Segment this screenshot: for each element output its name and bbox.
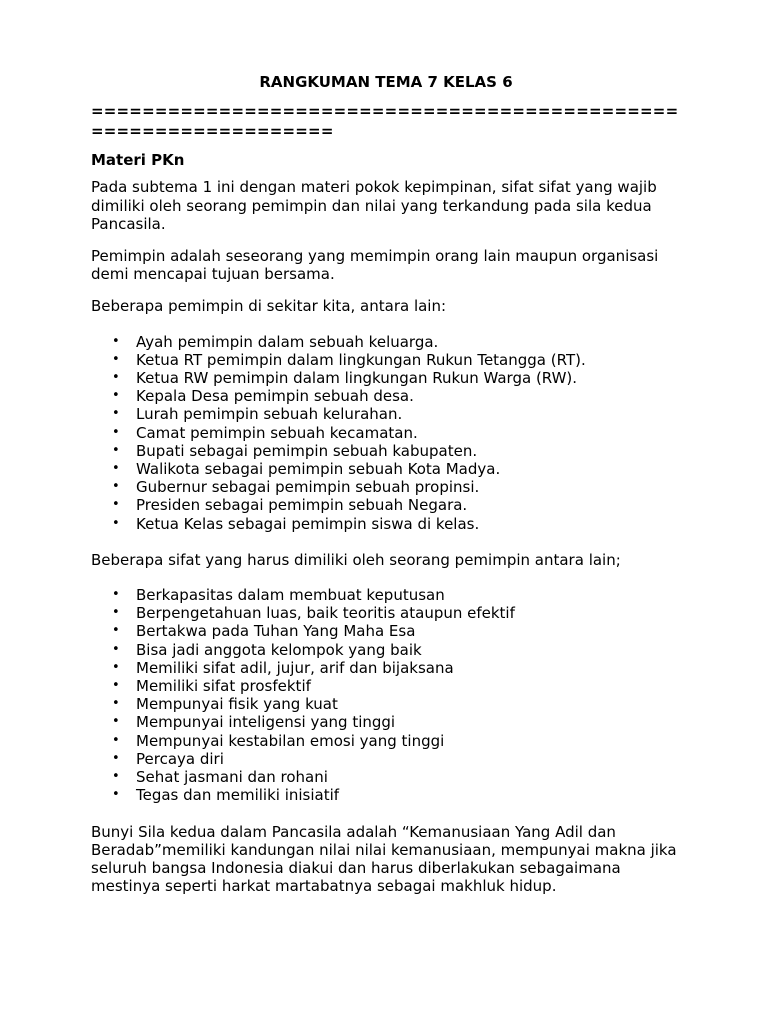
separator-line: =================================================================	[91, 102, 679, 141]
list-item: • Bertakwa pada Tuhan Yang Maha Esa	[112, 622, 416, 641]
bullet-icon: •	[112, 479, 120, 495]
list-intro-traits: Beberapa sifat yang harus dimiliki oleh seorang pemimpin antara lain;	[91, 550, 621, 569]
bullet-icon: •	[112, 769, 120, 785]
list-item: • Camat pemimpin sebuah kecamatan.	[112, 423, 418, 442]
bullet-icon: •	[112, 623, 120, 639]
bullet-icon: •	[112, 659, 120, 675]
list-item: • Presiden sebagai pemimpin sebuah Negara.	[112, 496, 468, 515]
bullet-icon: •	[112, 442, 120, 458]
list-item: • Tegas dan memiliki inisiatif	[112, 786, 340, 805]
paragraph-intro: Pada subtema 1 ini dengan materi pokok kepimpinan, sifat sifat yang wajib dimiliki oleh seorang pemimpin dan nilai yang terkandung pada sila kedua Pancasila.	[91, 178, 657, 233]
bullet-icon: •	[112, 732, 120, 748]
list-item: • Memiliki sifat prosfektif	[112, 677, 311, 696]
list-item: • Percaya diri	[112, 749, 224, 768]
list-item: • Mempunyai fisik yang kuat	[112, 695, 338, 714]
list-item: • Kepala Desa pemimpin sebuah desa.	[112, 387, 414, 406]
list-item: • Ketua Kelas sebagai pemimpin siswa di kelas.	[112, 514, 480, 533]
bullet-icon: •	[112, 678, 120, 694]
bullet-icon: •	[112, 515, 120, 531]
list-item: • Ketua RW pemimpin dalam lingkungan Rukun Warga (RW).	[112, 369, 578, 388]
list-item: • Walikota sebagai pemimpin sebuah Kota Madya.	[112, 460, 501, 479]
list-item: • Ayah pemimpin dalam sebuah keluarga.	[112, 332, 439, 351]
list-item: • Lurah pemimpin sebuah kelurahan.	[112, 405, 403, 424]
list-item: • Sehat jasmani dan rohani	[112, 768, 328, 787]
leaders-list	[91, 333, 681, 533]
bullet-icon: •	[112, 333, 120, 349]
list-item: • Mempunyai inteligensi yang tinggi	[112, 713, 396, 732]
bullet-icon: •	[112, 461, 120, 477]
paragraph-sila-kedua: Bunyi Sila kedua dalam Pancasila adalah “Kemanusiaan Yang Adil dan Beradab”memiliki kandungan nilai nilai kemanusiaan, mempunyai makna jika seluruh bangsa Indonesia diakui dan harus diberlakukan sebagaimana mestinya seperti harkat martabatnya sebagai makhluk hidup.	[91, 822, 677, 896]
section-heading: Materi PKn	[91, 151, 185, 170]
list-item: • Bisa jadi anggota kelompok yang baik	[112, 640, 422, 659]
list-item: • Berpengetahuan luas, baik teoritis ataupun efektif	[112, 604, 515, 623]
list-item: • Berkapasitas dalam membuat keputusan	[112, 586, 445, 605]
bullet-icon: •	[112, 497, 120, 513]
bullet-icon: •	[112, 424, 120, 440]
list-item: • Mempunyai kestabilan emosi yang tinggi	[112, 731, 445, 750]
bullet-icon: •	[112, 696, 120, 712]
paragraph-definition: Pemimpin adalah seseorang yang memimpin orang lain maupun organisasi demi mencapai tujuan bersama.	[91, 247, 659, 284]
list-intro-leaders: Beberapa pemimpin di sekitar kita, antara lain:	[91, 297, 447, 316]
bullet-icon: •	[112, 388, 120, 404]
bullet-icon: •	[112, 641, 120, 657]
traits-list	[91, 586, 681, 804]
bullet-icon: •	[112, 605, 120, 621]
bullet-icon: •	[112, 750, 120, 766]
bullet-icon: •	[112, 351, 120, 367]
bullet-icon: •	[112, 406, 120, 422]
document-title: RANGKUMAN TEMA 7 KELAS 6	[259, 73, 513, 91]
list-item: • Memiliki sifat adil, jujur, arif dan bijaksana	[112, 658, 454, 677]
document-page	[91, 73, 681, 909]
list-item: • Bupati sebagai pemimpin sebuah kabupaten.	[112, 441, 478, 460]
bullet-icon: •	[112, 587, 120, 603]
list-item: • Gubernur sebagai pemimpin sebuah propinsi.	[112, 478, 480, 497]
bullet-icon: •	[112, 370, 120, 386]
bullet-icon: •	[112, 787, 120, 803]
list-item: • Ketua RT pemimpin dalam lingkungan Rukun Tetangga (RT).	[112, 350, 586, 369]
bullet-icon: •	[112, 714, 120, 730]
